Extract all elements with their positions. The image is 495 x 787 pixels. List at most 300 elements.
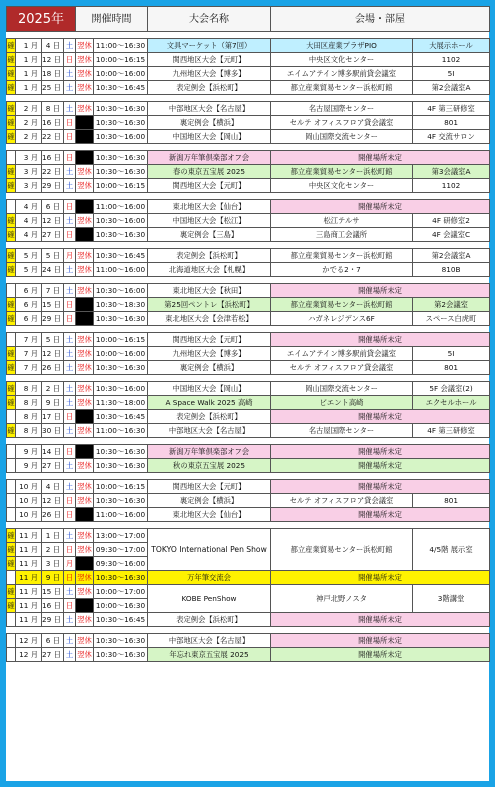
weekday-cell: 日 <box>64 410 76 424</box>
confirmed-mark: 確 <box>7 214 16 228</box>
day-cell: 7 日 <box>42 284 64 298</box>
weekday-cell: 日 <box>64 53 76 67</box>
event-name: 裏定例会【横浜】 <box>148 494 271 508</box>
confirmed-mark <box>7 151 16 165</box>
event-row <box>7 39 490 53</box>
weekday-cell: 土 <box>64 263 76 277</box>
weekday-cell: 日 <box>64 151 76 165</box>
month-cell: 5 月 <box>16 263 42 277</box>
time-cell: 13:00〜17:00 <box>94 529 148 543</box>
next-day-holiday: 翌休 <box>76 263 94 277</box>
month-cell: 11 月 <box>16 529 42 543</box>
header-row <box>7 7 490 32</box>
venue-name: 中央区文化センター <box>271 53 413 67</box>
room-name: 第2会議室A <box>413 81 490 95</box>
day-cell: 12 日 <box>42 53 64 67</box>
next-day-holiday <box>76 130 94 144</box>
venue-name: 開催場所未定 <box>271 151 490 165</box>
time-cell: 10:30〜16:30 <box>94 494 148 508</box>
event-row <box>7 333 490 347</box>
day-cell: 4 日 <box>42 39 64 53</box>
time-cell: 10:30〜16:30 <box>94 634 148 648</box>
room-name: 大展示ホール <box>413 39 490 53</box>
weekday-cell: 日 <box>64 312 76 326</box>
day-cell: 12 日 <box>42 347 64 361</box>
day-cell: 29 日 <box>42 613 64 627</box>
group-spacer <box>7 32 490 39</box>
confirmed-mark <box>7 333 16 347</box>
day-cell: 15 日 <box>42 298 64 312</box>
event-name: 第25回ペントレ【浜松町】 <box>148 298 271 312</box>
venue-name: 岡山国際交流センター <box>271 382 413 396</box>
confirmed-mark: 確 <box>7 361 16 375</box>
room-name: 801 <box>413 116 490 130</box>
room-name: エクセルホール <box>413 396 490 410</box>
venue-name: 都立産業貿易センター浜松町館 <box>271 165 413 179</box>
event-row <box>7 312 490 326</box>
time-cell: 11:00〜16:00 <box>94 508 148 522</box>
confirmed-mark <box>7 284 16 298</box>
event-row <box>7 613 490 627</box>
event-name: 中国地区大会【岡山】 <box>148 382 271 396</box>
time-cell: 10:30〜16:30 <box>94 228 148 242</box>
venue-name: 開催場所未定 <box>271 284 490 298</box>
spacer-cell <box>7 473 490 480</box>
next-day-holiday: 翌休 <box>76 67 94 81</box>
event-row <box>7 284 490 298</box>
spacer-cell <box>7 627 490 634</box>
time-cell: 10:30〜16:30 <box>94 116 148 130</box>
venue-name: 中央区文化センター <box>271 179 413 193</box>
time-cell: 11:30〜18:00 <box>94 396 148 410</box>
schedule-body <box>7 32 490 662</box>
day-cell: 5 日 <box>42 249 64 263</box>
event-name: 新潟万年筆倶楽部オフ会 <box>148 151 271 165</box>
group-spacer <box>7 375 490 382</box>
time-cell: 10:00〜16:30 <box>94 599 148 613</box>
confirmed-mark: 確 <box>7 53 16 67</box>
room-name: 4F 交流サロン <box>413 130 490 144</box>
day-cell: 26 日 <box>42 361 64 375</box>
room-name: 5F 会議室(2) <box>413 382 490 396</box>
event-row <box>7 200 490 214</box>
weekday-cell: 日 <box>64 571 76 585</box>
schedule-sheet <box>6 6 489 781</box>
weekday-cell: 日 <box>64 130 76 144</box>
weekday-cell: 日 <box>64 116 76 130</box>
next-day-holiday <box>76 200 94 214</box>
confirmed-mark: 確 <box>7 543 16 557</box>
group-spacer <box>7 326 490 333</box>
event-row <box>7 249 490 263</box>
month-cell: 1 月 <box>16 81 42 95</box>
day-cell: 1 日 <box>42 529 64 543</box>
weekday-cell: 土 <box>64 333 76 347</box>
venue-name: 松江テルサ <box>271 214 413 228</box>
venue-name: 大田区産業プラザPIO <box>271 39 413 53</box>
event-name: KOBE PenShow <box>148 585 271 613</box>
next-day-holiday <box>76 228 94 242</box>
event-name: 関西地区大会【元町】 <box>148 333 271 347</box>
room-name: 4F 研修室2 <box>413 214 490 228</box>
weekday-cell: 土 <box>64 361 76 375</box>
next-day-holiday <box>76 599 94 613</box>
next-day-holiday: 翌休 <box>76 81 94 95</box>
year-label: 2025年 <box>7 7 76 32</box>
confirmed-mark: 確 <box>7 249 16 263</box>
confirmed-mark: 確 <box>7 382 16 396</box>
event-name: 中部地区大会【名古屋】 <box>148 634 271 648</box>
month-cell: 2 月 <box>16 116 42 130</box>
month-cell: 7 月 <box>16 333 42 347</box>
time-cell: 10:30〜16:30 <box>94 445 148 459</box>
event-name: 表定例会【浜松町】 <box>148 613 271 627</box>
event-row <box>7 151 490 165</box>
group-spacer <box>7 438 490 445</box>
room-name: スペース白虎町 <box>413 312 490 326</box>
confirmed-mark: 確 <box>7 81 16 95</box>
event-row <box>7 228 490 242</box>
month-cell: 9 月 <box>16 445 42 459</box>
event-name: 裏定例会【横浜】 <box>148 361 271 375</box>
weekday-cell: 土 <box>64 480 76 494</box>
event-row <box>7 67 490 81</box>
next-day-holiday: 翌休 <box>76 424 94 438</box>
event-name: A Space Walk 2025 高崎 <box>148 396 271 410</box>
venue-name: セルテ オフィスフロア貸会議室 <box>271 494 413 508</box>
event-name: 裏定例会【三島】 <box>148 228 271 242</box>
group-spacer <box>7 522 490 529</box>
event-row <box>7 585 490 599</box>
event-name: 万年筆交流会 <box>148 571 271 585</box>
month-cell: 3 月 <box>16 179 42 193</box>
room-name: 第2会議室A <box>413 249 490 263</box>
day-cell: 17 日 <box>42 410 64 424</box>
time-header: 開催時間 <box>76 7 148 32</box>
day-cell: 24 日 <box>42 263 64 277</box>
next-day-holiday: 翌休 <box>76 529 94 543</box>
confirmed-mark: 確 <box>7 130 16 144</box>
confirmed-mark <box>7 410 16 424</box>
next-day-holiday <box>76 410 94 424</box>
month-cell: 4 月 <box>16 228 42 242</box>
spacer-cell <box>7 522 490 529</box>
venue-name: 開催場所未定 <box>271 410 490 424</box>
room-name: 4F 第三研修室 <box>413 102 490 116</box>
month-cell: 11 月 <box>16 543 42 557</box>
confirmed-mark: 確 <box>7 585 16 599</box>
weekday-cell: 月 <box>64 557 76 571</box>
month-cell: 11 月 <box>16 571 42 585</box>
venue-name: かでる2・7 <box>271 263 413 277</box>
spacer-cell <box>7 277 490 284</box>
event-name: 表定例会【浜松町】 <box>148 249 271 263</box>
weekday-cell: 土 <box>64 529 76 543</box>
time-cell: 10:30〜16:00 <box>94 130 148 144</box>
venue-name: 開催場所未定 <box>271 571 490 585</box>
month-cell: 12 月 <box>16 648 42 662</box>
confirmed-mark: 確 <box>7 347 16 361</box>
next-day-holiday: 翌休 <box>76 585 94 599</box>
weekday-cell: 土 <box>64 585 76 599</box>
day-cell: 15 日 <box>42 585 64 599</box>
event-row <box>7 459 490 473</box>
event-name: 秋の東京五宝展 2025 <box>148 459 271 473</box>
event-row <box>7 634 490 648</box>
confirmed-mark <box>7 613 16 627</box>
spacer-cell <box>7 193 490 200</box>
time-cell: 11:00〜16:30 <box>94 39 148 53</box>
event-name: 春の東京五宝展 2025 <box>148 165 271 179</box>
room-name: 801 <box>413 494 490 508</box>
month-cell: 11 月 <box>16 557 42 571</box>
event-row <box>7 347 490 361</box>
next-day-holiday: 翌休 <box>76 396 94 410</box>
day-cell: 6 日 <box>42 200 64 214</box>
month-cell: 8 月 <box>16 382 42 396</box>
confirmed-mark: 確 <box>7 67 16 81</box>
day-cell: 30 日 <box>42 424 64 438</box>
confirmed-mark <box>7 508 16 522</box>
event-row <box>7 508 490 522</box>
venue-name: 都立産業貿易センター浜松町館 <box>271 249 413 263</box>
schedule-table <box>6 6 490 662</box>
weekday-cell: 土 <box>64 179 76 193</box>
confirmed-mark: 確 <box>7 312 16 326</box>
venue-name: エイムアテイン博多駅前貸会議室 <box>271 347 413 361</box>
day-cell: 29 日 <box>42 179 64 193</box>
event-name: TOKYO International Pen Show <box>148 529 271 571</box>
time-cell: 10:00〜16:15 <box>94 480 148 494</box>
venue-name: 開催場所未定 <box>271 200 490 214</box>
day-cell: 8 日 <box>42 102 64 116</box>
day-cell: 26 日 <box>42 508 64 522</box>
month-cell: 4 月 <box>16 214 42 228</box>
next-day-holiday: 翌休 <box>76 634 94 648</box>
day-cell: 2 日 <box>42 382 64 396</box>
room-name: 1102 <box>413 53 490 67</box>
weekday-cell: 日 <box>64 494 76 508</box>
venue-header: 会場・部屋 <box>271 7 490 32</box>
group-spacer <box>7 95 490 102</box>
event-row <box>7 396 490 410</box>
time-cell: 10:30〜16:30 <box>94 648 148 662</box>
venue-name: 開催場所未定 <box>271 333 490 347</box>
month-cell: 1 月 <box>16 53 42 67</box>
month-cell: 11 月 <box>16 585 42 599</box>
venue-name: 開催場所未定 <box>271 480 490 494</box>
month-cell: 9 月 <box>16 459 42 473</box>
confirmed-mark: 確 <box>7 102 16 116</box>
weekday-cell: 土 <box>64 459 76 473</box>
event-row <box>7 445 490 459</box>
day-cell: 27 日 <box>42 228 64 242</box>
event-name: 中部地区大会【名古屋】 <box>148 424 271 438</box>
time-cell: 10:30〜16:30 <box>94 571 148 585</box>
room-name: 1102 <box>413 179 490 193</box>
time-cell: 10:30〜16:45 <box>94 249 148 263</box>
time-cell: 10:30〜16:30 <box>94 102 148 116</box>
time-cell: 10:30〜16:30 <box>94 361 148 375</box>
weekday-cell: 月 <box>64 249 76 263</box>
event-name: 関西地区大会【元町】 <box>148 53 271 67</box>
spacer-cell <box>7 144 490 151</box>
day-cell: 18 日 <box>42 67 64 81</box>
time-cell: 10:30〜16:30 <box>94 165 148 179</box>
time-cell: 10:30〜16:30 <box>94 312 148 326</box>
event-row <box>7 263 490 277</box>
confirmed-mark: 確 <box>7 557 16 571</box>
venue-name: 名古屋国際センター <box>271 102 413 116</box>
day-cell: 27 日 <box>42 648 64 662</box>
event-row <box>7 529 490 543</box>
event-row <box>7 480 490 494</box>
time-cell: 10:30〜16:00 <box>94 382 148 396</box>
event-name: 中国地区大会【松江】 <box>148 214 271 228</box>
time-cell: 10:30〜16:30 <box>94 151 148 165</box>
weekday-cell: 土 <box>64 214 76 228</box>
event-name: 裏定例会【横浜】 <box>148 116 271 130</box>
day-cell: 3 日 <box>42 557 64 571</box>
event-name: 九州地区大会【博多】 <box>148 347 271 361</box>
event-row <box>7 214 490 228</box>
next-day-holiday <box>76 312 94 326</box>
month-cell: 2 月 <box>16 130 42 144</box>
time-cell: 09:30〜16:00 <box>94 557 148 571</box>
confirmed-mark <box>7 648 16 662</box>
event-row <box>7 130 490 144</box>
month-cell: 5 月 <box>16 249 42 263</box>
spacer-cell <box>7 438 490 445</box>
month-cell: 11 月 <box>16 599 42 613</box>
weekday-cell: 土 <box>64 165 76 179</box>
month-cell: 2 月 <box>16 102 42 116</box>
time-cell: 10:00〜16:15 <box>94 179 148 193</box>
next-day-holiday: 翌休 <box>76 214 94 228</box>
event-name: 年忘れ東京五宝展 2025 <box>148 648 271 662</box>
day-cell: 2 日 <box>42 543 64 557</box>
venue-name: 開催場所未定 <box>271 508 490 522</box>
event-name: 東北地区大会【仙台】 <box>148 200 271 214</box>
month-cell: 11 月 <box>16 613 42 627</box>
next-day-holiday: 翌休 <box>76 284 94 298</box>
venue-name: 岡山国際交流センター <box>271 130 413 144</box>
month-cell: 10 月 <box>16 480 42 494</box>
venue-name: 都立産業貿易センター浜松町館 <box>271 81 413 95</box>
month-cell: 10 月 <box>16 494 42 508</box>
month-cell: 8 月 <box>16 396 42 410</box>
month-cell: 1 月 <box>16 67 42 81</box>
spacer-cell <box>7 242 490 249</box>
day-cell: 6 日 <box>42 634 64 648</box>
event-row <box>7 648 490 662</box>
next-day-holiday: 翌休 <box>76 179 94 193</box>
month-cell: 1 月 <box>16 39 42 53</box>
venue-name: 開催場所未定 <box>271 445 490 459</box>
time-cell: 10:30〜18:30 <box>94 298 148 312</box>
event-name: 東北地区大会【秋田】 <box>148 284 271 298</box>
weekday-cell: 日 <box>64 445 76 459</box>
time-cell: 10:30〜16:00 <box>94 214 148 228</box>
next-day-holiday: 翌休 <box>76 613 94 627</box>
weekday-cell: 土 <box>64 382 76 396</box>
event-name: 文具マーケット（第7回） <box>148 39 271 53</box>
weekday-cell: 土 <box>64 347 76 361</box>
event-name: 関西地区大会【元町】 <box>148 480 271 494</box>
confirmed-mark: 確 <box>7 263 16 277</box>
month-cell: 4 月 <box>16 200 42 214</box>
event-name: 九州地区大会【博多】 <box>148 67 271 81</box>
weekday-cell: 土 <box>64 81 76 95</box>
event-row <box>7 116 490 130</box>
spacer-cell <box>7 375 490 382</box>
month-cell: 8 月 <box>16 410 42 424</box>
next-day-holiday: 翌休 <box>76 53 94 67</box>
confirmed-mark: 確 <box>7 39 16 53</box>
next-day-holiday: 翌休 <box>76 333 94 347</box>
weekday-cell: 土 <box>64 613 76 627</box>
event-row <box>7 81 490 95</box>
room-name: 5I <box>413 347 490 361</box>
month-cell: 7 月 <box>16 347 42 361</box>
next-day-holiday <box>76 116 94 130</box>
next-day-holiday: 翌休 <box>76 648 94 662</box>
event-name: 新潟万年筆倶楽部オフ会 <box>148 445 271 459</box>
venue-name: エイムアテイン博多駅前貸会議室 <box>271 67 413 81</box>
event-name: 北海道地区大会【札幌】 <box>148 263 271 277</box>
confirmed-mark <box>7 200 16 214</box>
next-day-holiday: 翌休 <box>76 39 94 53</box>
day-cell: 12 日 <box>42 214 64 228</box>
event-row <box>7 102 490 116</box>
event-row <box>7 410 490 424</box>
group-spacer <box>7 242 490 249</box>
weekday-cell: 土 <box>64 396 76 410</box>
confirmed-mark: 確 <box>7 179 16 193</box>
venue-name: 開催場所未定 <box>271 648 490 662</box>
confirmed-mark: 確 <box>7 599 16 613</box>
confirmed-mark: 確 <box>7 165 16 179</box>
weekday-cell: 土 <box>64 648 76 662</box>
spacer-cell <box>7 326 490 333</box>
venue-name: 都立産業貿易センター浜松町館 <box>271 298 413 312</box>
room-name: 3階講堂 <box>413 585 490 613</box>
next-day-holiday <box>76 445 94 459</box>
room-name: 第2会議室 <box>413 298 490 312</box>
next-day-holiday: 翌休 <box>76 382 94 396</box>
confirmed-mark <box>7 634 16 648</box>
venue-name: ビエント高崎 <box>271 396 413 410</box>
day-cell: 16 日 <box>42 151 64 165</box>
confirmed-mark: 確 <box>7 396 16 410</box>
next-day-holiday: 翌休 <box>76 543 94 557</box>
time-cell: 10:30〜16:00 <box>94 284 148 298</box>
weekday-cell: 土 <box>64 67 76 81</box>
confirmed-mark <box>7 480 16 494</box>
day-cell: 9 日 <box>42 571 64 585</box>
confirmed-mark: 確 <box>7 529 16 543</box>
next-day-holiday: 翌休 <box>76 361 94 375</box>
event-row <box>7 494 490 508</box>
time-cell: 11:00〜16:00 <box>94 200 148 214</box>
day-cell: 9 日 <box>42 396 64 410</box>
event-row <box>7 298 490 312</box>
time-cell: 11:00〜16:00 <box>94 263 148 277</box>
next-day-holiday: 翌休 <box>76 480 94 494</box>
venue-name: セルテ オフィスフロア貸会議室 <box>271 361 413 375</box>
month-cell: 10 月 <box>16 508 42 522</box>
room-name: 810B <box>413 263 490 277</box>
